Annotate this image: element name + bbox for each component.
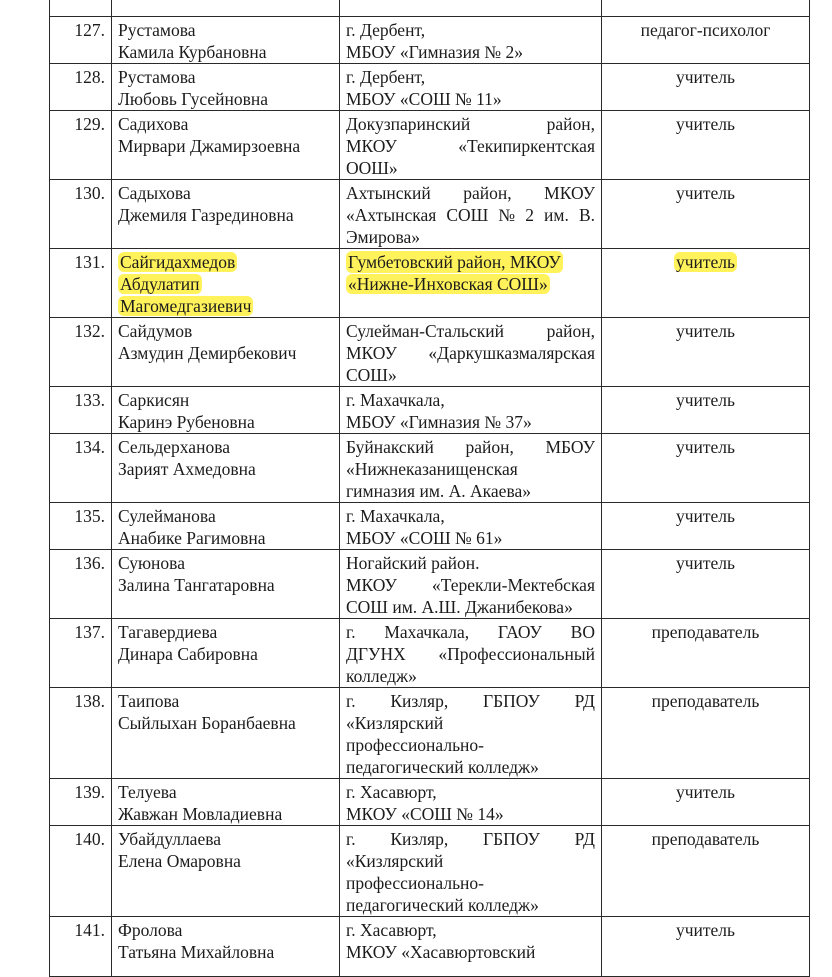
organization-line (346, 527, 595, 549)
full-name-line (118, 320, 333, 342)
position-text: учитель (675, 67, 736, 87)
full-name-line (118, 803, 333, 825)
full-name-cell (112, 434, 340, 503)
position-cell (602, 111, 810, 180)
full-name-cell (112, 779, 340, 826)
organization-text: г. Махачкала, (346, 506, 445, 526)
full-name-text: Сельдерханова (118, 437, 230, 457)
full-name-text: Фролова (118, 920, 183, 940)
organization-cell (340, 917, 602, 977)
organization-word: ГБПОУ (482, 829, 540, 849)
position-cell (602, 917, 810, 977)
position-text: учитель (675, 390, 736, 410)
full-name-cell (112, 619, 340, 688)
full-name-line (118, 919, 333, 941)
position-cell (602, 318, 810, 387)
table-row (50, 64, 810, 111)
full-name-text: Джемиля Газрединовна (118, 205, 294, 225)
organization-cell (340, 111, 602, 180)
organization-text: «Нижне-Инховская СОШ» (348, 274, 548, 294)
organization-line (346, 88, 595, 110)
organization-text: Гумбетовский район, МКОУ (348, 252, 561, 272)
full-name-line (118, 552, 333, 574)
table-row (50, 318, 810, 387)
full-name-line (118, 621, 333, 643)
organization-line (346, 135, 595, 157)
row-number: 138. (74, 691, 105, 711)
organization-cell (340, 779, 602, 826)
row-number: 136. (74, 553, 105, 573)
organization-word: Буйнакский (346, 437, 434, 457)
organization-word: г. (346, 691, 356, 711)
organization-word: СОШ (446, 205, 489, 225)
position-text: учитель (675, 437, 736, 457)
full-name-cell (112, 503, 340, 550)
position-cell (602, 0, 810, 17)
organization-word: Кизляр, (390, 691, 449, 711)
organization-cell (340, 64, 602, 111)
full-name-cell (112, 826, 340, 917)
position-cell (602, 503, 810, 550)
organization-text: «Кизлярский (346, 851, 444, 871)
position-cell (602, 826, 810, 917)
position-text: учитель (675, 553, 736, 573)
row-number-cell (50, 434, 112, 503)
full-name-text: Азмудин Демирбекович (118, 343, 297, 363)
position-cell (602, 434, 810, 503)
full-name-line (118, 690, 333, 712)
organization-word: Махачкала, (384, 622, 470, 642)
full-name-text: Рустамова (118, 67, 196, 87)
row-number (50, 0, 112, 17)
table-row (50, 387, 810, 434)
organization-line (346, 596, 595, 618)
full-name-text: Рустамова (118, 20, 196, 40)
organization-line (346, 850, 595, 872)
position-cell (602, 688, 810, 779)
organization-line (346, 389, 595, 411)
position-cell (602, 17, 810, 64)
full-name-text: Любовь Гусейновна (118, 89, 269, 109)
organization-text: гимназия им. А. Акаева» (346, 481, 531, 501)
table-body (50, 0, 810, 977)
organization-cell (340, 826, 602, 917)
full-name-line (118, 251, 333, 273)
organization-word: МБОУ (545, 437, 595, 457)
row-number-cell (50, 387, 112, 434)
organization-cell (340, 619, 602, 688)
organization-text: г. Дербент, (346, 67, 426, 87)
row-number-cell (50, 249, 112, 318)
full-name-text: Анабике Рагимовна (118, 528, 266, 548)
organization-line (346, 505, 595, 527)
table-row (50, 17, 810, 64)
organization-line (346, 320, 595, 342)
row-number: 135. (74, 506, 105, 526)
full-name-line (118, 389, 333, 411)
organization-cell (340, 0, 602, 17)
full-name-text: Тагавердиева (118, 622, 218, 642)
organization-text: ООШ» (346, 158, 398, 178)
row-number-cell (50, 550, 112, 619)
position-text: учитель (675, 506, 736, 526)
table-row (50, 917, 810, 977)
full-name-text: Зарият Ахмедовна (118, 459, 256, 479)
row-number-cell (50, 180, 112, 249)
organization-line (346, 690, 595, 712)
organization-word: В. (578, 205, 595, 225)
row-number: 134. (74, 437, 105, 457)
full-name-cell (112, 111, 340, 180)
full-name-text: Садыхова (118, 183, 191, 203)
full-name-line (118, 527, 333, 549)
organization-word: Ахтынский (346, 183, 431, 203)
organization-line (346, 19, 595, 41)
full-name-line (118, 505, 333, 527)
full-name-text: Сулейманова (118, 506, 216, 526)
organization-word: Докузпаринский (346, 114, 471, 134)
organization-word: «Профессиональный (438, 644, 595, 664)
organization-word: «Ахтынская (346, 205, 437, 225)
organization-line (346, 273, 595, 295)
full-name-cell (112, 0, 340, 17)
organization-cell (340, 503, 602, 550)
organization-text: колледж» (346, 666, 417, 686)
organization-text: Эмирова» (346, 227, 421, 247)
row-number: 139. (74, 782, 105, 802)
row-number-cell (50, 619, 112, 688)
position-cell (602, 387, 810, 434)
organization-line (346, 643, 595, 665)
table-row (50, 249, 810, 318)
organization-text: «Кизлярский (346, 713, 444, 733)
organization-line (346, 41, 595, 63)
organization-line (346, 712, 595, 734)
organization-text: СОШ им. А.Ш. Джанибекова» (346, 597, 573, 617)
organization-line (346, 226, 595, 248)
organization-cell (340, 434, 602, 503)
organization-line (346, 364, 595, 386)
table-row (50, 779, 810, 826)
full-name-line (118, 574, 333, 596)
organization-text: МБОУ «Гимназия № 2» (346, 42, 523, 62)
organization-line (346, 803, 595, 825)
full-name-text: Елена Омаровна (118, 851, 241, 871)
table-row (50, 180, 810, 249)
organization-line (346, 251, 595, 273)
organization-cell (340, 688, 602, 779)
full-name-line (118, 828, 333, 850)
full-name-cell (112, 917, 340, 977)
table-row (50, 434, 810, 503)
row-number: 131. (74, 252, 105, 272)
position-text: преподаватель (651, 691, 760, 711)
row-number: 127. (74, 20, 105, 40)
full-name-cell (112, 688, 340, 779)
organization-text: г. Хасавюрт, (346, 920, 437, 940)
full-name-cell (112, 64, 340, 111)
organization-word: район, (546, 321, 595, 341)
organization-line (346, 781, 595, 803)
row-number-cell (50, 503, 112, 550)
organization-word: РД (574, 691, 595, 711)
full-name-text: Сайгидахмедов (120, 252, 236, 272)
full-name-text: Динара Сабировна (118, 644, 258, 664)
position-cell (602, 180, 810, 249)
organization-word: ДГУНХ (346, 644, 406, 664)
organization-text: г. Дербент, (346, 20, 426, 40)
organization-line (346, 458, 595, 480)
organization-line (346, 872, 595, 894)
organization-line (346, 828, 595, 850)
organization-word: 2 (525, 205, 534, 225)
organization-text: МКОУ «Хасавюртовский (346, 942, 536, 962)
organization-cell (340, 17, 602, 64)
full-name-line (118, 135, 333, 157)
organization-text: педагогический колледж» (346, 757, 539, 777)
organization-cell (340, 249, 602, 318)
organization-text: МБОУ «СОШ № 61» (346, 528, 503, 548)
table-row (50, 550, 810, 619)
full-name-line (118, 458, 333, 480)
table-row-top (50, 0, 810, 17)
full-name-text: Камила Курбановна (118, 42, 267, 62)
full-name-line (118, 712, 333, 734)
row-number-cell (50, 688, 112, 779)
full-name-line (118, 436, 333, 458)
full-name-text: Садихова (118, 114, 189, 134)
organization-cell (340, 318, 602, 387)
organization-word: ВО (570, 622, 595, 642)
full-name-text: Мирвари Джамирзоевна (118, 136, 301, 156)
organization-word: г. (346, 622, 356, 642)
position-cell (602, 249, 810, 318)
full-name-text: Таипова (118, 691, 180, 711)
organization-word: ГАОУ (497, 622, 542, 642)
full-name-cell (112, 180, 340, 249)
organization-word: г. (346, 829, 356, 849)
organization-text: профессионально- (346, 873, 485, 893)
full-name-line (118, 19, 333, 41)
organization-word: РД (574, 829, 595, 849)
organization-word: «Текипиркентская (458, 136, 595, 156)
full-name-cell (112, 550, 340, 619)
organization-word: им. (544, 205, 569, 225)
organization-word: МКОУ (346, 343, 397, 363)
organization-line (346, 894, 595, 916)
organization-line (346, 665, 595, 687)
table-row (50, 688, 810, 779)
organization-line (346, 919, 595, 941)
organization-word: «Даркушказмалярская (428, 343, 595, 363)
full-name-text: Залина Тангатаровна (118, 575, 275, 595)
participants-table (49, 0, 810, 977)
full-name-text: Убайдуллаева (118, 829, 222, 849)
row-number-cell (50, 111, 112, 180)
full-name-line (118, 204, 333, 226)
full-name-line (118, 66, 333, 88)
full-name-line (118, 781, 333, 803)
organization-word: «Терекли-Мектебская (432, 575, 595, 595)
full-name-text: Абдулатип (120, 274, 200, 294)
table-row (50, 619, 810, 688)
organization-line (346, 756, 595, 778)
organization-line (346, 182, 595, 204)
full-name-text: Жавжан Мовладиевна (118, 804, 283, 824)
organization-text: Ногайский район. (346, 553, 480, 573)
row-number: 141. (74, 920, 105, 940)
organization-word: Кизляр, (390, 829, 449, 849)
full-name-text: Татьяна Михайловна (118, 942, 275, 962)
full-name-line (118, 113, 333, 135)
organization-line (346, 113, 595, 135)
table-row (50, 111, 810, 180)
position-text: педагог-психолог (640, 20, 771, 40)
organization-cell (340, 550, 602, 619)
organization-word: район, (465, 437, 514, 457)
full-name-line (118, 41, 333, 63)
row-number: 130. (74, 183, 105, 203)
full-name-text: Саркисян (118, 390, 190, 410)
row-number: 132. (74, 321, 105, 341)
organization-line (346, 621, 595, 643)
position-text: учитель (675, 114, 736, 134)
organization-line (346, 411, 595, 433)
row-number: 133. (74, 390, 105, 410)
full-name-line (118, 273, 333, 295)
organization-text: г. Хасавюрт, (346, 782, 437, 802)
table-row (50, 826, 810, 917)
position-text: учитель (675, 183, 736, 203)
organization-line (346, 204, 595, 226)
row-number: 128. (74, 67, 105, 87)
row-number: 137. (74, 622, 105, 642)
full-name-text: Сыйлыхан Боранбаевна (118, 713, 296, 733)
position-cell (602, 779, 810, 826)
row-number-cell (50, 318, 112, 387)
organization-text: г. Махачкала, (346, 390, 445, 410)
row-number-cell (50, 779, 112, 826)
organization-word: МКОУ (544, 183, 595, 203)
full-name-text: Каринэ Рубеновна (118, 412, 255, 432)
full-name-line (118, 88, 333, 110)
organization-word: Сулейман-Стальский (346, 321, 504, 341)
position-cell (602, 550, 810, 619)
row-number: 129. (74, 114, 105, 134)
table-row (50, 503, 810, 550)
full-name-cell (112, 249, 340, 318)
row-number-cell (50, 917, 112, 977)
position-text: преподаватель (651, 829, 760, 849)
full-name-line (118, 941, 333, 963)
organization-line (346, 342, 595, 364)
organization-cell (340, 387, 602, 434)
organization-line (346, 66, 595, 88)
organization-line (346, 941, 595, 963)
position-cell (602, 64, 810, 111)
organization-line (346, 480, 595, 502)
row-number-cell (50, 826, 112, 917)
organization-line (346, 436, 595, 458)
full-name-line (118, 411, 333, 433)
organization-word: МКОУ (346, 136, 397, 156)
full-name-cell (112, 387, 340, 434)
position-text: преподаватель (651, 622, 760, 642)
full-name-line (118, 850, 333, 872)
organization-line (346, 157, 595, 179)
full-name-line (118, 342, 333, 364)
organization-line (346, 552, 595, 574)
organization-text: МКОУ «СОШ № 14» (346, 804, 504, 824)
full-name-cell (112, 17, 340, 64)
position-text: учитель (675, 321, 736, 341)
organization-line (346, 574, 595, 596)
full-name-line (118, 643, 333, 665)
position-text: учитель (675, 920, 736, 940)
full-name-text: Суюнова (118, 553, 185, 573)
organization-word: район, (463, 183, 512, 203)
full-name-text: Телуева (118, 782, 177, 802)
organization-text: «Нижнеказанищенская (346, 459, 518, 479)
organization-text: СОШ» (346, 365, 397, 385)
full-name-line (118, 182, 333, 204)
organization-text: педагогический колледж» (346, 895, 539, 915)
row-number: 140. (74, 829, 105, 849)
position-text: учитель (675, 782, 736, 802)
full-name-text: Магомедгазиевич (120, 296, 252, 316)
row-number-cell (50, 64, 112, 111)
organization-text: профессионально- (346, 735, 485, 755)
organization-word: район, (546, 114, 595, 134)
organization-word: ГБПОУ (482, 691, 540, 711)
organization-line (346, 734, 595, 756)
full-name-line (118, 295, 333, 317)
row-number-cell (50, 17, 112, 64)
organization-text: МБОУ «Гимназия № 37» (346, 412, 532, 432)
position-text: учитель (675, 252, 736, 272)
organization-word: МКОУ (346, 575, 397, 595)
position-cell (602, 619, 810, 688)
organization-text: МБОУ «СОШ № 11» (346, 89, 502, 109)
full-name-text: Сайдумов (118, 321, 193, 341)
organization-cell (340, 180, 602, 249)
organization-word: № (498, 205, 516, 225)
full-name-cell (112, 318, 340, 387)
